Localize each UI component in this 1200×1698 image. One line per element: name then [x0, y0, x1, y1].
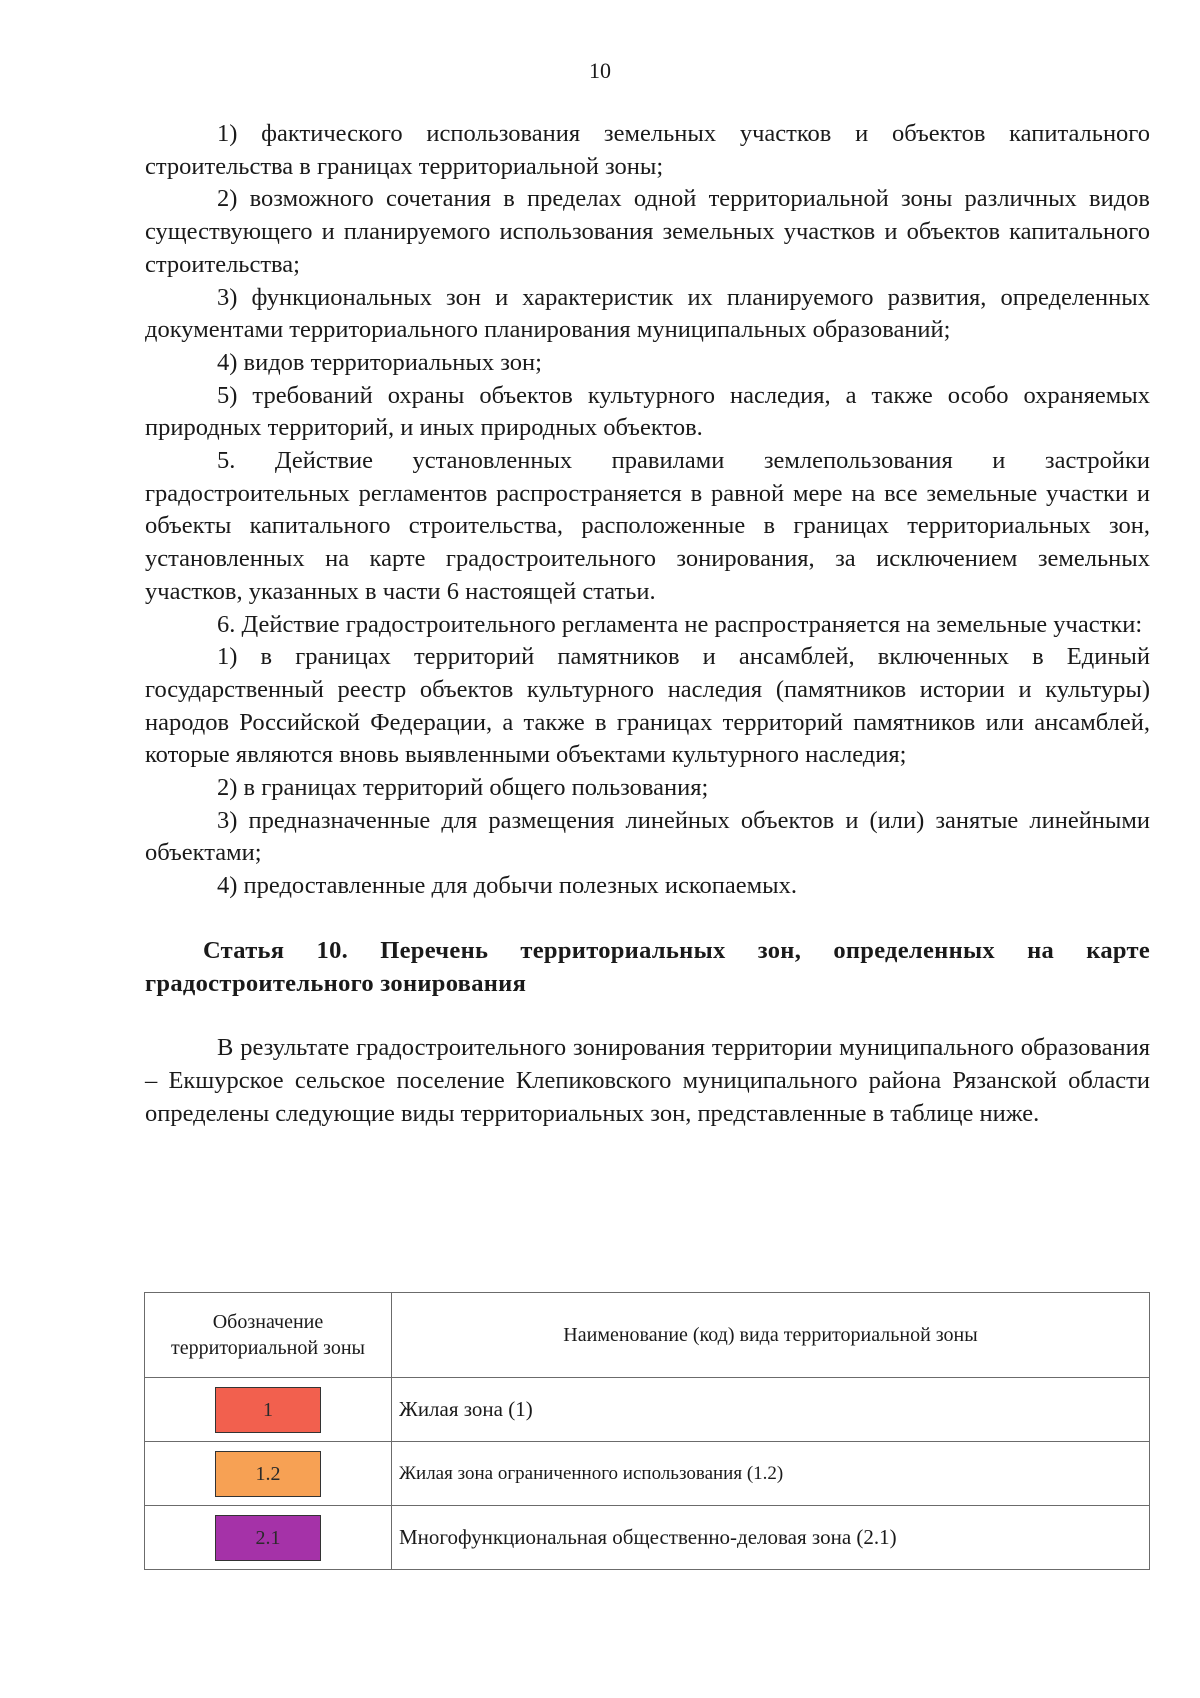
paragraph: 3) предназначенные для размещения линейных объектов и (или) занятые линейными объектами;	[145, 806, 1150, 867]
article-title: Статья 10. Перечень территориальных зон, определенных на карте градостроительного зонирования	[145, 936, 1150, 997]
zones-table	[144, 1292, 1150, 1570]
article-intro: В результате градостроительного зонирования территории муниципального образования – Екшурское сельское поселение Клепиковского муниципального района Рязанской области определены следующие виды территориальных зон, представленные в таблице ниже.	[145, 1034, 1150, 1127]
document-body	[145, 118, 1150, 1130]
paragraph: 2) возможного сочетания в пределах одной территориальной зоны различных видов существующего и планируемого использования земельных участков и объектов капитального строительства;	[145, 185, 1150, 278]
paragraph: 4) видов территориальных зон;	[217, 348, 542, 376]
paragraph: 6. Действие градостроительного регламента не распространяется на земельные участки:	[217, 610, 1143, 638]
table-header-row	[145, 1293, 1150, 1378]
paragraph: 3) функциональных зон и характеристик их планируемого развития, определенных документами территориального планирования муниципальных образований;	[145, 283, 1150, 344]
paragraph: 5. Действие установленных правилами землепользования и застройки градостроительных регламентов распространяется в равной мере на все земельные участки и объекты капитального строительства, расположенные в границах территориальных зон, установленных на карте градостроительного зонирования, за исключением земельных участков, указанных в части 6 настоящей статьи.	[145, 447, 1150, 605]
zone-name: Жилая зона (1)	[392, 1378, 1150, 1442]
zone-swatch: 1	[215, 1387, 321, 1433]
table-row	[145, 1506, 1150, 1570]
table-row	[145, 1442, 1150, 1506]
header-name: Наименование (код) вида территориальной зоны	[392, 1293, 1150, 1378]
zone-code-cell	[145, 1378, 392, 1442]
zone-name: Жилая зона ограниченного использования (1.2)	[392, 1442, 1150, 1506]
zone-name: Многофункциональная общественно-деловая зона (2.1)	[392, 1506, 1150, 1570]
zone-swatch: 1.2	[215, 1451, 321, 1497]
paragraph: 2) в границах территорий общего пользования;	[217, 774, 709, 802]
paragraph: 5) требований охраны объектов культурного наследия, а также особо охраняемых природных территорий, и иных природных объектов.	[145, 381, 1150, 442]
zone-swatch: 2.1	[215, 1515, 321, 1561]
zone-code-cell	[145, 1442, 392, 1506]
paragraph: 1) фактического использования земельных участков и объектов капитального строительства в границах территориальной зоны;	[145, 120, 1150, 180]
paragraph: 1) в границах территорий памятников и ансамблей, включенных в Единый государственный реестр объектов культурного наследия (памятников истории и культуры) народов Российской Федерации, а также в границах территорий памятников или ансамблей, которые являются вновь выявленными объектами культурного наследия;	[145, 643, 1150, 769]
page-number: 10	[589, 58, 611, 83]
table-row	[145, 1378, 1150, 1442]
header-code: Обозначение территориальной зоны	[145, 1293, 392, 1378]
zone-code-cell	[145, 1506, 392, 1570]
paragraph: 4) предоставленные для добычи полезных ископаемых.	[217, 872, 797, 900]
